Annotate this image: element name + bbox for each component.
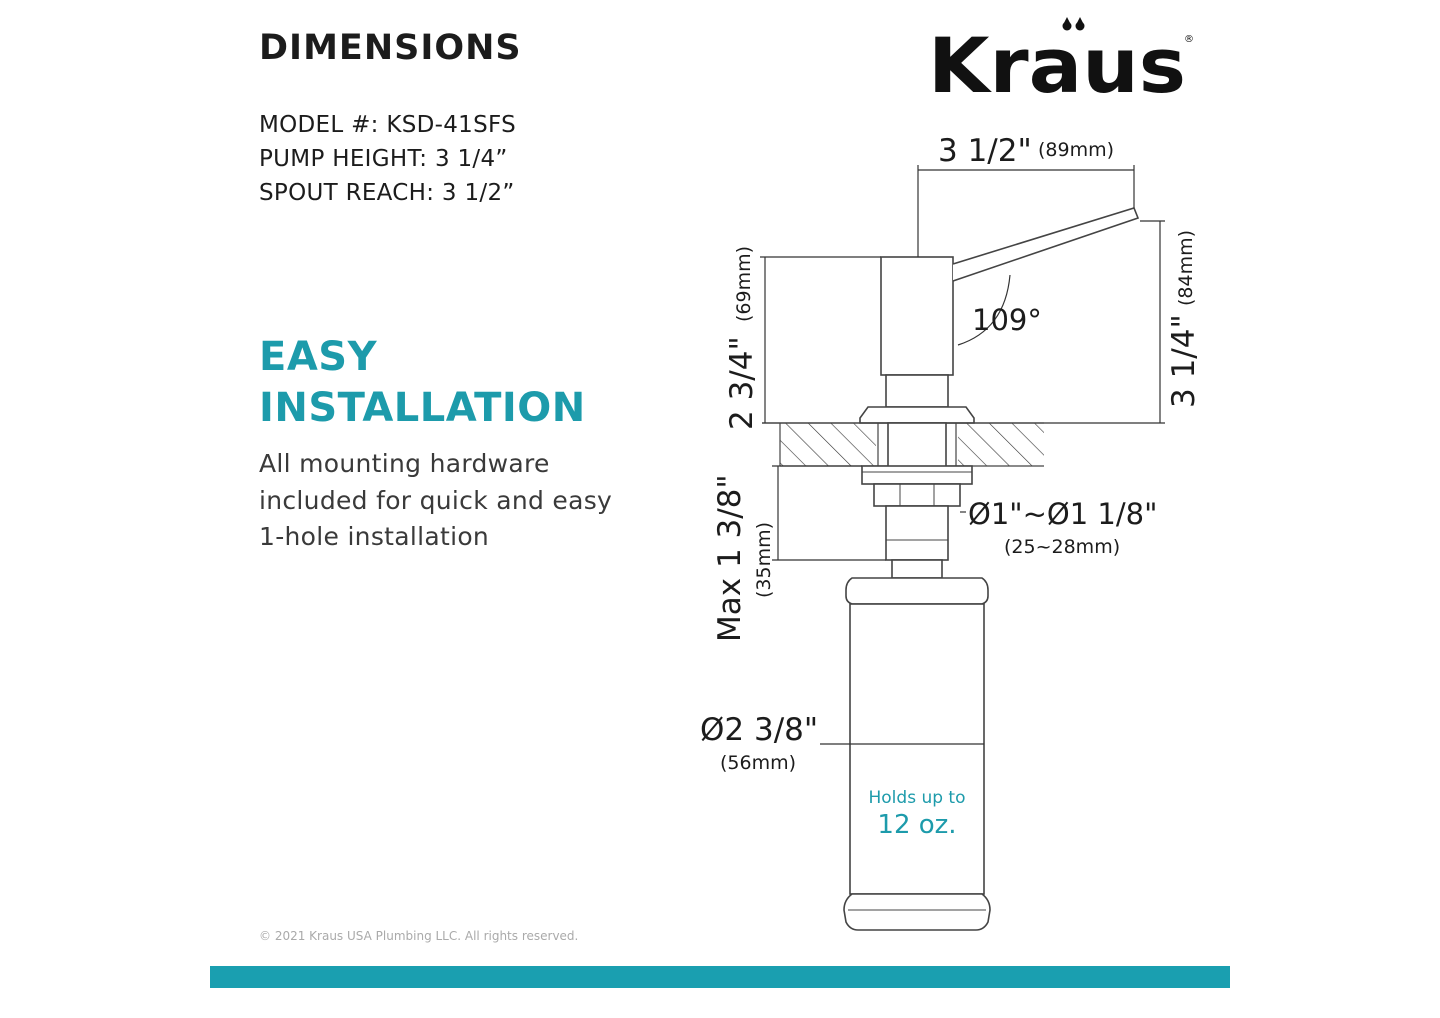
dispenser-diagram: [680, 120, 1240, 940]
page-title: DIMENSIONS: [259, 28, 522, 68]
pump-head: [881, 257, 953, 375]
pump-height-mm-label: (84mm): [1175, 229, 1197, 306]
bottle-cap: [846, 578, 988, 604]
head-height-mm-label: (69mm): [733, 245, 755, 322]
bottle-body: [850, 604, 984, 894]
bottle-diameter-label: Ø2 3/8": [700, 712, 819, 748]
logo-wordmark: Kraus: [928, 21, 1186, 104]
mounting-hardware: [862, 423, 972, 578]
spout: [953, 208, 1138, 281]
max-thickness-label: Max 1 3/8": [712, 474, 748, 642]
bottle-diameter-mm-label: (56mm): [720, 752, 797, 774]
spout-reach-mm-label: (89mm): [1038, 139, 1115, 161]
hole-diameter-label: Ø1"~Ø1 1/8": [968, 497, 1158, 531]
spout-reach-label: 3 1/2": [938, 133, 1032, 169]
spec-list: [259, 108, 516, 210]
feature-description: All mounting hardware included for quick and easy 1-hole installation: [259, 449, 613, 551]
spec-spout-reach: SPOUT REACH: 3 1/2”: [259, 180, 515, 206]
spec-pump-height: PUMP HEIGHT: 3 1/4”: [259, 146, 508, 172]
head-height-label: 2 3/4": [724, 336, 760, 430]
feature-title-line2: INSTALLATION: [259, 385, 586, 431]
nut: [874, 484, 960, 506]
feature-title: [259, 332, 586, 434]
threaded-tube: [886, 506, 948, 560]
footer-accent-bar: [210, 966, 1230, 988]
kraus-logo: [928, 14, 1198, 104]
spec-model: MODEL #: KSD-41SFS: [259, 112, 517, 138]
feature-title-line1: EASY: [259, 334, 378, 380]
washer: [862, 466, 972, 484]
pump-height-label: 3 1/4": [1166, 314, 1202, 408]
hole-diameter-mm-label: (25~28mm): [1004, 536, 1121, 558]
capacity-label: Holds up to: [868, 788, 966, 808]
bottle-neck: [892, 560, 942, 578]
bottle-base: [844, 894, 990, 930]
bottle: [844, 578, 990, 930]
capacity-value: 12 oz.: [877, 810, 957, 840]
mounting-flange: [860, 407, 974, 423]
shank: [888, 423, 946, 468]
pump-neck: [886, 375, 948, 407]
logo-registered-mark: ®: [1184, 34, 1194, 45]
spout-angle-label: 109°: [972, 303, 1042, 337]
copyright-notice: © 2021 Kraus USA Plumbing LLC. All rights reserved.: [259, 929, 579, 943]
max-thickness-mm-label: (35mm): [753, 521, 775, 598]
